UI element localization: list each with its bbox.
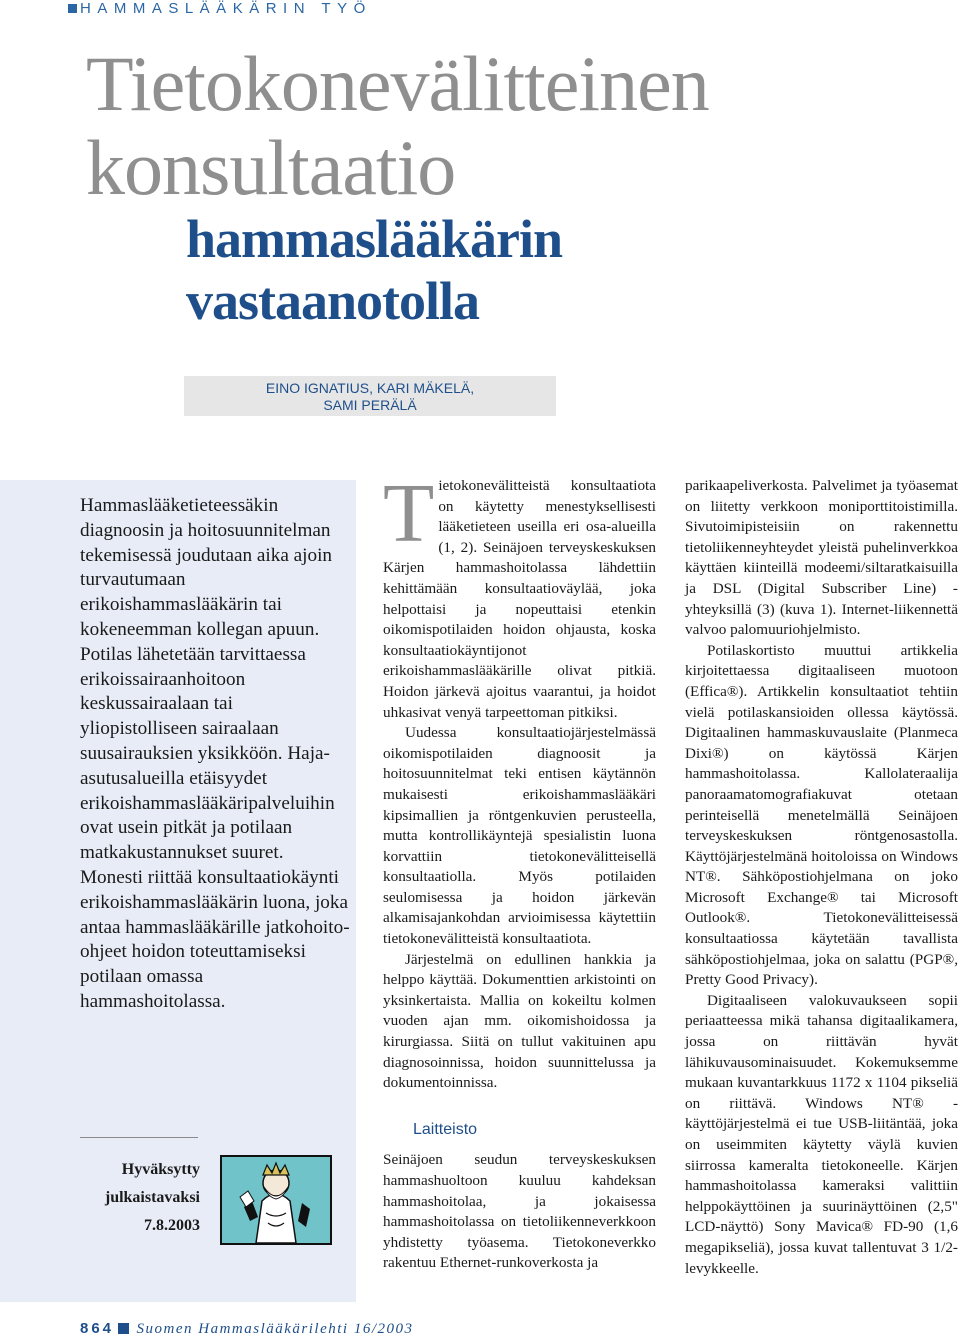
divider bbox=[80, 1137, 198, 1138]
page-footer bbox=[80, 1320, 414, 1338]
approval-line2: julkaistavaksi bbox=[104, 1189, 200, 1206]
approval-line1: Hyväksytty bbox=[121, 1161, 200, 1178]
article-column-2 bbox=[685, 476, 958, 1279]
article-column-1 bbox=[383, 467, 656, 1274]
article-title bbox=[86, 42, 906, 210]
authors-line1: EINO IGNATIUS, KARI MÄKELÄ, bbox=[265, 380, 475, 396]
approval-note bbox=[80, 1156, 200, 1240]
square-bullet-icon bbox=[118, 1323, 129, 1334]
paragraph: Seinäjoen seudun terveyskeskuksen hammashuoltoon kuuluu kahdeksan hammashoitolaa, ja jokaisessa hammashoitolassa on tietoliikenneverkkoon yhdistetty työasema. Tietokoneverkko rakentuu Ethernet-runkoverkosta ja bbox=[383, 1151, 656, 1272]
article-title-line1: Tietokonevälitteinen bbox=[86, 40, 709, 127]
paragraph: parikaapeliverkosta. Palvelimet ja työasemat on liitetty verkkoon moniporttitoistimilla. Sivutoimipisteisiin on rakennettu tietoliikenneyhteydet yleistä puhelinverkkoa käyttäen kiinteillä modeemi/siltaratkaisuilla ja DSL (Digital Subscriber Line) -yhteyksillä (3) (kuva 1). Internet-liikennettä valvoo palomuuriohjelmisto. bbox=[685, 477, 958, 639]
paragraph bbox=[383, 467, 656, 723]
article-subtitle-line1: hammaslääkärin bbox=[186, 209, 563, 269]
approval-seal-image bbox=[220, 1155, 332, 1245]
journal-name: Suomen Hammaslääkärilehti 16/2003 bbox=[136, 1321, 414, 1337]
page-number: 864 bbox=[80, 1320, 115, 1337]
paragraph: Potilaskortisto muuttui artikkelia kirjoitettaessa digitaaliseen muotoon (Effica®). Artikkelin konsultaatiot tehtiin vielä potilaskansioiden ollessa käytössä. Digitaalinen hammaskuvauslaite (Planmeca Dixi®) on käytössä Kärjen hammashoitolassa. Kallolateraalija panoraamatomografiakuvat otetaan perinteisellä menetelmällä Seinäjoen terveyskeskuksen röntgenosastolla. Käyttöjärjestelmänä hoitoloissa on Windows NT®. Sähköpostiohjelmana on joko Microsoft Exchange® tai Microsoft Outlook®. Tietokonevälitteisessä konsultaatiossa käytetään tavallista sähköpostiohjelmaa, joka on salattu (PGP®, Pretty Good Privacy). bbox=[685, 641, 958, 989]
section-heading: Laitteisto bbox=[413, 1120, 478, 1138]
lede-text: Hammaslääketieteessäkin diagnoosin ja hoitosuunnitelman tekemisessä joudutaan aika ajoin turvautumaan erikoishammaslääkärin tai kokeneemman kollegan apuun. Potilas lähetetään tarvittaessa erikoissairaanhoitoon keskussairaalaan tai yliopistolliseen sairaalaan suusairauksien yksikköön. Haja-asutusalueilla etäisyydet erikoishammaslääkäripalveluihin ovat usein pitkät ja potilaan matkakustannukset suuret. Monesti riittää konsultaatiokäynti erikoishammaslääkärin luona, joka antaa hammaslääkärille jatkohoito-ohjeet hoidon toteuttamiseksi potilaan omassa hammashoitolassa. bbox=[80, 495, 350, 1012]
section-tag bbox=[80, 0, 372, 17]
article-title-line2: konsultaatio bbox=[86, 124, 456, 211]
paragraph: Järjestelmä on edullinen hankkia ja helppo käyttää. Dokumenttien arkistointi on yksinkertaista. Mallia on kokeiltu kolmen vuoden ajan mm. oikomishoidossa ja kirurgiassa. Siitä on tullut vakituinen apu diagnosoinnissa, hoidon suunnittelussa ja dokumentoinnissa. bbox=[383, 950, 656, 1092]
authors-line2: SAMI PERÄLÄ bbox=[323, 397, 417, 413]
article-subtitle-line2: vastaanotolla bbox=[186, 271, 480, 331]
article-subtitle bbox=[186, 208, 906, 332]
paragraph: Digitaaliseen valokuvaukseen sopii periaatteessa mikä tahansa digitaalikamera, jossa on riittävän hyvät lähikuvausominaisuudet. Kokemuksemme mukaan kuvantarkkuus 1172 x 1104 pikseliä on riittävä. Windows NT® -käyttöjärjestelmä ei tue USB-liitäntää, joka on useimmiten käytetty väylä kuvien siirrossa kameralta tietokoneelle. Kärjen hammashoitolassa kameraksi valittiin helppokäyttöinen ja suurinäyttöinen (2,5" LCD-näyttö) Sony Mavica® FD-90 (1,6 megapikseliä), jossa kuvat tallentuvat 3 1/2-levykkeelle. bbox=[685, 991, 958, 1277]
paragraph-text: ietokonevälitteistä konsultaatiota on käytetty menestyksellisesti lääketieteen useilla eri osa-alueilla (1, 2). Seinäjoen terveyskeskuksen Kärjen hammashoitolassa lähdettiin kehittämään konsultaatioväylää, joka helpottaisi ja nopeuttaisi etenkin oikomispotilaiden hoidon ohjausta, koska konsultaatiokäyntijonot erikoishammaslääkärille olivat pitkiä. Hoidon järkevä ajoitus vaarantui, ja hoidot uhkasivat venyä tarpeettoman pitkiksi. bbox=[383, 477, 656, 721]
seal-figure-icon bbox=[222, 1157, 330, 1243]
square-bullet-icon bbox=[68, 4, 77, 13]
author-box bbox=[184, 376, 556, 416]
drop-cap: T bbox=[383, 467, 435, 560]
section-tag-label: HAMMASLÄÄKÄRIN TYÖ bbox=[80, 0, 372, 17]
approval-date: 7.8.2003 bbox=[144, 1217, 200, 1234]
paragraph: Uudessa konsultaatiojärjestelmässä oikomispotilaiden diagnoosit ja hoitosuunnitelmat teki entisen käytännön mukaisesti erikoishammaslääkäri kipsimallien ja röntgenkuvien perusteella, mutta kontrollikäyntejä spesialistin luona korvattiin tietokonevälitteisellä konsultaatiolla. Myös potilaiden seulomisessa ja hoidon järkevän alkamisajankohdan arvioimisessa käytettiin tietokonevälitteistä konsultaatiota. bbox=[383, 724, 656, 948]
